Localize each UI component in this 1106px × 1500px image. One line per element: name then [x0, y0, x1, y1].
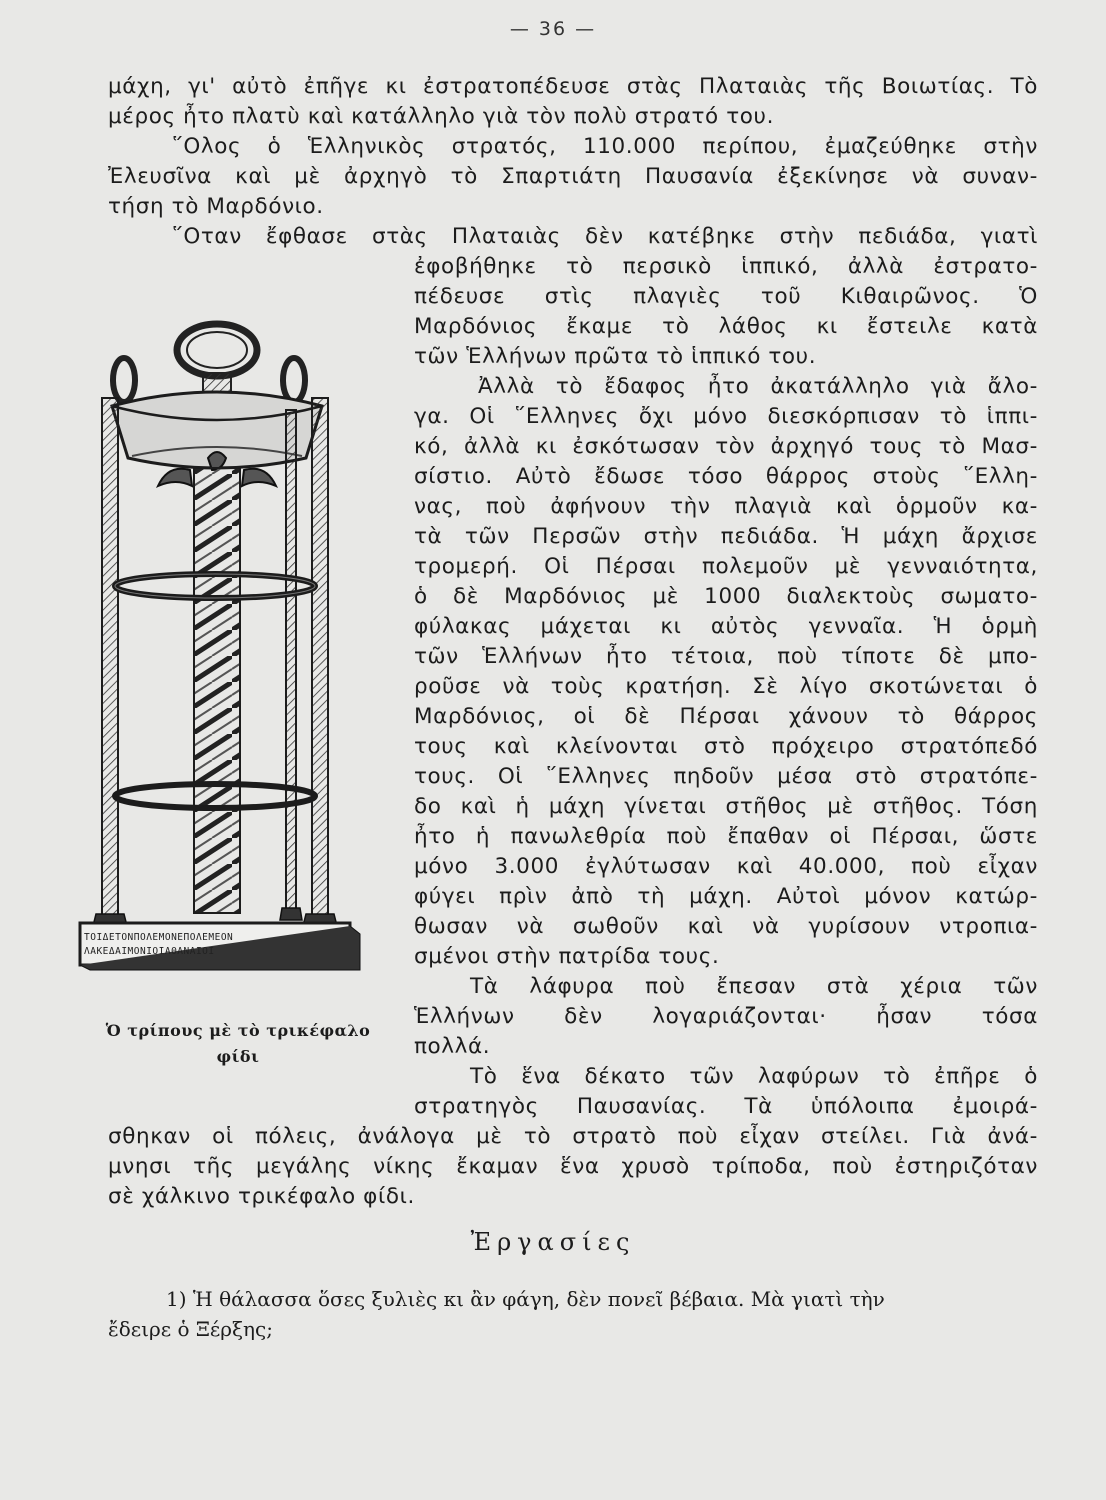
- text-line: σθηκαν οἱ πόλεις, ἀνάλογα μὲ τὸ στρατὸ ποὺ εἶχαν στείλει. Γιὰ ἀνά-: [108, 1124, 1038, 1149]
- text-line: τῶν Ἑλλήνων πρῶτα τὸ ἱππικό του.: [414, 344, 817, 369]
- text-line: ῞Ολος ὁ Ἑλληνικὸς στρατός, 110.000 περίπου, ἐμαζεύθηκε στὴν: [172, 134, 1038, 159]
- tripod-drawing: [72, 318, 362, 978]
- text-line: Μαρδόνιος, οἱ δὲ Πέρσαι χάνουν τὸ θάρρος: [414, 704, 1038, 729]
- text-line: γα. Οἱ ῞Ελληνες ὄχι μόνο διεσκόρπισαν τὸ ἱππι-: [414, 404, 1038, 429]
- exercise-item: 1) Ἡ θάλασσα ὅσες ξυλιὲς κι ἂν φάγη, δὲν πονεῖ βέβαια. Μὰ γιατὶ τὴν: [166, 1287, 885, 1311]
- text-line: τρομερή. Οἱ Πέρσαι πολεμοῦν μὲ γενναιότητα,: [414, 554, 1038, 579]
- text-line: τους καὶ κλείνονται στὸ πρόχειρο στρατόπεδό: [414, 734, 1038, 759]
- text-line: μάχη, γι' αὐτὸ ἐπῆγε κι ἐστρατοπέδευσε στὰς Πλαταιὰς τῆς Βοιωτίας. Τὸ: [108, 74, 1038, 99]
- text-line: τῶν Ἑλλήνων ἦτο τέτοια, ποὺ τίποτε δὲ μπο-: [414, 644, 1038, 669]
- text-line: Μαρδόνιος ἔκαμε τὸ λάθος κι ἔστειλε κατὰ: [414, 314, 1038, 339]
- text-line: δο καὶ ἡ μάχη γίνεται στῆθος μὲ στῆθος. Τόση: [414, 794, 1038, 819]
- text-line: τους. Οἱ ῞Ελληνες πηδοῦν μέσα στὸ στρατόπε-: [414, 764, 1038, 789]
- exercise-item: ἔδειρε ὁ Ξέρξης;: [108, 1317, 273, 1341]
- text-line: πολλά.: [414, 1034, 491, 1059]
- text-line: ἦτο ἡ πανωλεθρία ποὺ ἔπαθαν οἱ Πέρσαι, ὥστε: [414, 824, 1038, 849]
- exercises-heading: Ἐργασίες: [470, 1228, 636, 1256]
- text-line: Ἑλλήνων δὲν λογαριάζονται· ἦσαν τόσα: [414, 1004, 1038, 1029]
- text-line: κό, ἀλλὰ κι ἐσκότωσαν τὸν ἀρχηγό τους τὸ Μασ-: [414, 434, 1038, 459]
- text-line: ροῦσε νὰ τοὺς κρατήση. Σὲ λίγο σκοτώνεται ὁ: [414, 674, 1038, 699]
- text-line: Τὰ λάφυρα ποὺ ἔπεσαν στὰ χέρια τῶν: [470, 974, 1038, 999]
- figure-caption: φίδι: [216, 1047, 260, 1066]
- text-line: Ἀλλὰ τὸ ἔδαφος ἦτο ἀκατάλληλο γιὰ ἄλο-: [478, 374, 1038, 399]
- text-line: σίστιο. Αὐτὸ ἔδωσε τόσο θάρρος στοὺς ῞Ελλη-: [414, 464, 1038, 489]
- inscription-line: ΛΑΚΕΔΑΙΜΟΝΙΟΙΑΘΑΝΑΙΟΙ: [84, 946, 215, 957]
- text-line: ῞Οταν ἔφθασε στὰς Πλαταιὰς δὲν κατέβηκε στὴν πεδιάδα, γιατὶ: [172, 224, 1038, 249]
- text-line: μνησι τῆς μεγάλης νίκης ἔκαμαν ἕνα χρυσὸ τρίποδα, ποὺ ἐστηριζόταν: [108, 1154, 1038, 1179]
- text-line: θωσαν νὰ σωθοῦν καὶ νὰ γυρίσουν ντροπια-: [414, 914, 1038, 939]
- text-line: τὰ τῶν Περσῶν στὴν πεδιάδα. Ἡ μάχη ἄρχισε: [414, 524, 1038, 549]
- serpent-column: [194, 468, 240, 913]
- page-number: — 36 —: [509, 18, 597, 40]
- text-line: πέδευσε στὶς πλαγιὲς τοῦ Κιθαιρῶνος. Ὁ: [414, 284, 1038, 309]
- text-line: μέρος ἦτο πλατὺ καὶ κατάλληλο γιὰ τὸν πολὺ στρατό του.: [108, 104, 775, 129]
- text-line: μόνο 3.000 ἐγλύτωσαν καὶ 40.000, ποὺ εἶχαν: [414, 854, 1038, 879]
- text-line: στρατηγὸς Παυσανίας. Τὰ ὑπόλοιπα ἐμοιρά-: [414, 1094, 1038, 1119]
- text-line: σὲ χάλκινο τρικέφαλο φίδι.: [108, 1184, 415, 1209]
- figure-caption: Ὁ τρίπους μὲ τὸ τρικέφαλο: [105, 1021, 371, 1040]
- text-line: σμένοι στὴν πατρίδα τους.: [414, 944, 720, 969]
- text-line: ὁ δὲ Μαρδόνιος μὲ 1000 διαλεκτοὺς σωματο-: [414, 584, 1038, 609]
- text-line: τήση τὸ Μαρδόνιο.: [108, 194, 324, 219]
- text-line: Ἐλευσῖνα καὶ μὲ ἀρχηγὸ τὸ Σπαρτιάτη Παυσανία ἐξεκίνησε νὰ συναν-: [108, 164, 1038, 189]
- text-line: Τὸ ἕνα δέκατο τῶν λαφύρων τὸ ἐπῆρε ὁ: [470, 1064, 1038, 1089]
- inscription-line: ΤΟΙΔΕΤΟΝΠΟΛΕΜΟΝΕΠΟΛΕΜΕΟΝ: [84, 932, 234, 943]
- tripod-illustration: [72, 318, 362, 978]
- text-line: ἐφοβήθηκε τὸ περσικὸ ἱππικό, ἀλλὰ ἐστρατο-: [414, 254, 1038, 279]
- text-line: φύλακας μάχεται κι αὐτὸς γενναῖα. Ἡ ὁρμὴ: [414, 614, 1038, 639]
- text-line: νας, ποὺ ἀφήνουν τὴν πλαγιὰ καὶ ὁρμοῦν κα-: [414, 494, 1038, 519]
- text-line: φύγει πρὶν ἀπὸ τὴ μάχη. Αὐτοὶ μόνον κατώρ-: [414, 884, 1038, 909]
